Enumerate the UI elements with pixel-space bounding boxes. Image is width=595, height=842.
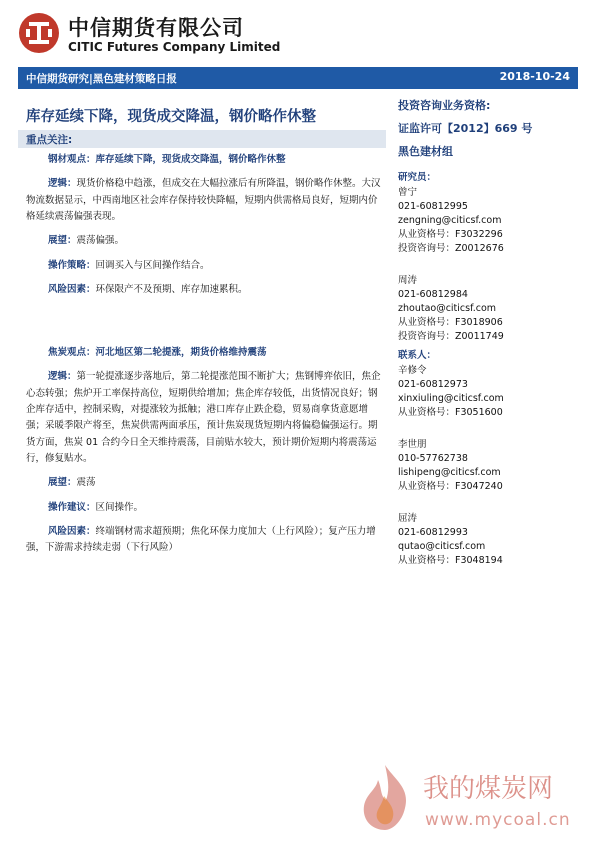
coke-suggestion-key: 操作建议： — [48, 501, 96, 513]
steel-outlook — [26, 233, 382, 249]
watermark-url: www.mycoal.cn — [425, 810, 571, 830]
contact-card — [398, 512, 583, 568]
steel-logic — [26, 176, 382, 225]
contact-email[interactable]: qutao@citicsf.com — [398, 541, 486, 552]
flame-icon — [350, 760, 420, 835]
steel-outlook-key: 展望： — [48, 235, 77, 247]
researcher-card — [398, 274, 583, 344]
key-focus-label: 重点关注: — [26, 134, 73, 146]
researcher-card — [398, 186, 583, 256]
report-header-bar — [18, 67, 578, 89]
report-series-title: 中信期货研究|黑色建材策略日报 — [26, 73, 177, 85]
researcher-name: 曾宁 — [398, 187, 418, 198]
researcher-phone: 021-60812995 — [398, 201, 468, 212]
researcher-consult: 投资咨询号：Z0011749 — [398, 331, 504, 342]
steel-view-key: 钢材观点： — [48, 154, 96, 165]
steel-outlook-text: 震荡偏强。 — [76, 235, 125, 247]
contact-phone: 021-60812973 — [398, 379, 468, 390]
coke-risk — [26, 524, 382, 557]
qualification-title: 投资咨询业务资格: — [398, 99, 491, 112]
steel-view-value: 库存延续下降，现货成交降温，钢价略作休整 — [95, 154, 286, 165]
contact-name: 屈涛 — [398, 513, 418, 524]
citic-logo-icon — [18, 12, 60, 54]
coke-view — [26, 345, 382, 361]
researcher-email[interactable]: zengning@citicsf.com — [398, 215, 502, 226]
contact-qual: 从业资格号：F3047240 — [398, 481, 503, 492]
coke-risk-text: 终端钢材需求超预期；焦化环保力度加大（上行风险）；复产压力增强，下游需求持续走弱（下行风险） — [26, 525, 376, 554]
researcher-email[interactable]: zhoutao@citicsf.com — [398, 303, 497, 314]
researchers-block — [398, 170, 583, 344]
contact-card — [398, 364, 583, 420]
steel-strategy-text: 回调买入与区间操作结合。 — [95, 259, 210, 271]
page-title: 库存延续下降，现货成交降温，钢价略作休整 — [26, 109, 316, 125]
research-group: 黑色建材组 — [398, 145, 453, 158]
contacts-block — [398, 348, 583, 568]
watermark-text: 我的煤炭网 — [423, 774, 554, 804]
coke-outlook-text: 震荡 — [76, 477, 96, 489]
coke-section — [26, 345, 382, 557]
contact-name: 李世朋 — [398, 439, 427, 450]
steel-section — [26, 152, 382, 298]
steel-risk-key: 风险因素： — [48, 283, 96, 295]
contact-qual: 从业资格号：F3051600 — [398, 407, 503, 418]
steel-logic-text: 现货价格稳中趋涨，但成交在大幅拉涨后有所降温，钢价略作休整。大汉物流数据显示，中西南地区社会库存保持较快降幅，短期内供需格局良好，短期内价格延续震荡偏强表现。 — [26, 178, 381, 222]
company-name-en: CITIC Futures Company Limited — [68, 40, 281, 54]
steel-risk — [26, 282, 382, 298]
contact-phone: 010-57762738 — [398, 453, 468, 464]
coke-risk-key: 风险因素： — [48, 525, 96, 537]
coke-logic-key: 逻辑： — [48, 371, 77, 383]
coke-suggestion — [26, 500, 382, 516]
steel-logic-key: 逻辑： — [48, 178, 77, 190]
researcher-qual: 从业资格号：F3018906 — [398, 317, 503, 328]
coke-outlook-key: 展望： — [48, 477, 77, 489]
coke-view-value: 河北地区第二轮提涨，期货价格维持震荡 — [95, 347, 267, 358]
steel-strategy-key: 操作策略： — [48, 259, 96, 271]
researchers-label: 研究员： — [398, 172, 437, 183]
coke-view-key: 焦炭观点： — [48, 347, 96, 358]
coke-logic — [26, 369, 382, 467]
contact-name: 辛修令 — [398, 365, 427, 376]
contact-card — [398, 438, 583, 494]
coke-suggestion-text: 区间操作。 — [95, 501, 144, 513]
contact-email[interactable]: lishipeng@citicsf.com — [398, 467, 501, 478]
license-number: 证监许可【2012】669 号 — [398, 122, 533, 135]
researcher-qual: 从业资格号：F3032296 — [398, 229, 503, 240]
mycoal-watermark — [345, 760, 585, 840]
contact-phone: 021-60812993 — [398, 527, 468, 538]
researcher-phone: 021-60812984 — [398, 289, 468, 300]
contact-qual: 从业资格号：F3048194 — [398, 555, 503, 566]
key-focus-bar — [18, 130, 386, 148]
steel-strategy — [26, 258, 382, 274]
steel-view — [26, 152, 382, 168]
researcher-consult: 投资咨询号：Z0012676 — [398, 243, 504, 254]
coke-logic-text: 第一轮提涨逐步落地后，第二轮提涨范围不断扩大；焦钢博弈依旧，焦企心态转强；焦炉开工率保持高位，短期供给增加；焦企库存较低，出货情况良好；钢企库存适中，控制采购，对提涨较为抵触；港口库存止跌企稳，贸易商拿货意愿增强；采暖季限产将至，焦炭供需两面承压，预计焦炭现货短期内将偏稳偏强运行。期货方面，焦炭 01 合约今日全天维持震荡，目前贴水较大，预计期价短期内将震荡运行，修复贴水。 — [26, 371, 381, 464]
steel-risk-text: 环保限产不及预期、库存加速累积。 — [95, 283, 248, 295]
contacts-label: 联系人： — [398, 350, 437, 361]
researcher-name: 周涛 — [398, 275, 418, 286]
company-name-cn: 中信期货有限公司 — [68, 16, 244, 40]
contact-email[interactable]: xinxiuling@citicsf.com — [398, 393, 504, 404]
coke-outlook — [26, 475, 382, 491]
report-date: 2018-10-24 — [499, 70, 570, 83]
